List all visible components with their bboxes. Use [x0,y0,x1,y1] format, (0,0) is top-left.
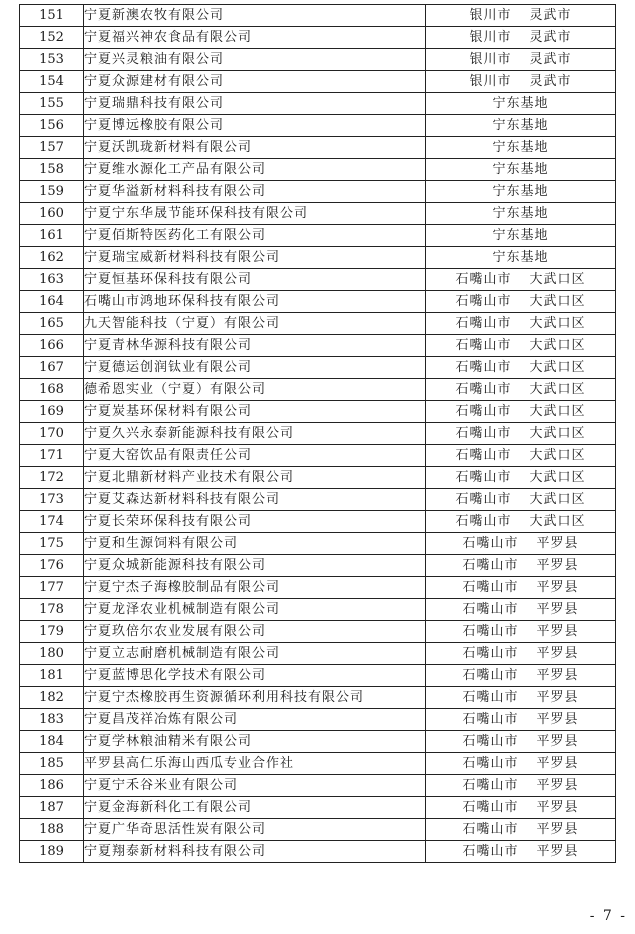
company-name: 宁夏艾森达新材料科技有限公司 [84,489,426,511]
region-district: 平罗县 [536,668,579,683]
table-row [20,313,616,335]
table-row [20,819,616,841]
row-number: 154 [20,71,84,93]
region-cell [426,5,616,27]
region-cell [426,225,616,247]
company-name: 宁夏福兴神农食品有限公司 [84,27,426,49]
region-city: 石嘴山市 [455,492,512,507]
company-name: 平罗县高仁乐海山西瓜专业合作社 [84,753,426,775]
region-district: 平罗县 [536,536,579,551]
row-number: 165 [20,313,84,335]
region-cell [426,49,616,71]
company-name: 宁夏宁东华晟节能环保科技有限公司 [84,203,426,225]
table-row [20,71,616,93]
table-row [20,445,616,467]
region-district: 平罗县 [536,690,579,705]
company-name: 宁夏蓝博思化学技术有限公司 [84,665,426,687]
region-cell [426,643,616,665]
company-name: 宁夏众源建材有限公司 [84,71,426,93]
row-number: 184 [20,731,84,753]
region-cell [426,819,616,841]
company-name: 宁夏恒基环保科技有限公司 [84,269,426,291]
region-city: 石嘴山市 [462,822,519,837]
region-city: 石嘴山市 [462,558,519,573]
region-district: 大武口区 [529,294,586,309]
row-number: 183 [20,709,84,731]
region-cell [426,291,616,313]
row-number: 155 [20,93,84,115]
company-name: 德希恩实业（宁夏）有限公司 [84,379,426,401]
row-number: 160 [20,203,84,225]
row-number: 188 [20,819,84,841]
table-row [20,555,616,577]
region-district: 平罗县 [536,580,579,595]
table-row [20,643,616,665]
table-row [20,49,616,71]
company-name: 宁夏久兴永泰新能源科技有限公司 [84,423,426,445]
table-row [20,27,616,49]
table-row [20,841,616,863]
region-district: 平罗县 [536,778,579,793]
company-name: 宁夏和生源饲料有限公司 [84,533,426,555]
company-name: 宁夏宁禾谷米业有限公司 [84,775,426,797]
table-row [20,709,616,731]
row-number: 156 [20,115,84,137]
table-row [20,247,616,269]
region-cell [426,115,616,137]
table-row [20,665,616,687]
company-name: 宁夏维水源化工产品有限公司 [84,159,426,181]
region-cell [426,775,616,797]
table-row [20,401,616,423]
region-city: 石嘴山市 [462,734,519,749]
row-number: 180 [20,643,84,665]
region-district: 宁东基地 [492,250,549,265]
region-cell [426,687,616,709]
row-number: 161 [20,225,84,247]
region-city: 石嘴山市 [455,272,512,287]
region-district: 大武口区 [529,448,586,463]
region-district: 大武口区 [529,426,586,441]
company-name: 宁夏众城新能源科技有限公司 [84,555,426,577]
region-district: 平罗县 [536,624,579,639]
company-name: 石嘴山市鸿地环保科技有限公司 [84,291,426,313]
row-number: 178 [20,599,84,621]
region-cell [426,533,616,555]
row-number: 182 [20,687,84,709]
table-row [20,181,616,203]
region-cell [426,753,616,775]
company-name: 宁夏北鼎新材料产业技术有限公司 [84,467,426,489]
region-district: 宁东基地 [492,140,549,155]
table-row [20,775,616,797]
company-name: 宁夏宁杰子海橡胶制品有限公司 [84,577,426,599]
region-cell [426,93,616,115]
region-district: 灵武市 [529,30,572,45]
region-district: 宁东基地 [492,162,549,177]
region-district: 宁东基地 [492,228,549,243]
region-district: 宁东基地 [492,206,549,221]
region-city: 银川市 [469,74,512,89]
region-cell [426,313,616,335]
table-row [20,203,616,225]
region-cell [426,555,616,577]
region-cell [426,247,616,269]
region-district: 平罗县 [536,646,579,661]
company-name: 宁夏昌茂祥冶炼有限公司 [84,709,426,731]
company-list-body [20,5,616,863]
region-city: 银川市 [469,30,512,45]
company-name: 宁夏玖倍尔农业发展有限公司 [84,621,426,643]
row-number: 179 [20,621,84,643]
company-list-table [19,4,616,863]
row-number: 158 [20,159,84,181]
table-row [20,599,616,621]
region-district: 灵武市 [529,52,572,67]
row-number: 173 [20,489,84,511]
row-number: 152 [20,27,84,49]
company-name: 宁夏青林华源科技有限公司 [84,335,426,357]
region-city: 石嘴山市 [462,690,519,705]
row-number: 163 [20,269,84,291]
region-city: 石嘴山市 [462,844,519,859]
region-district: 平罗县 [536,844,579,859]
table-row [20,225,616,247]
region-district: 大武口区 [529,272,586,287]
table-row [20,93,616,115]
company-name: 宁夏炭基环保材料有限公司 [84,401,426,423]
region-district: 灵武市 [529,8,572,23]
row-number: 175 [20,533,84,555]
region-cell [426,71,616,93]
row-number: 166 [20,335,84,357]
region-cell [426,731,616,753]
region-district: 宁东基地 [492,118,549,133]
region-city: 石嘴山市 [455,426,512,441]
region-cell [426,27,616,49]
table-row [20,5,616,27]
company-name: 宁夏翔泰新材料科技有限公司 [84,841,426,863]
row-number: 170 [20,423,84,445]
company-name: 宁夏长荣环保科技有限公司 [84,511,426,533]
region-city: 银川市 [469,8,512,23]
region-cell [426,357,616,379]
page-number: - 7 - [589,908,627,924]
table-row [20,621,616,643]
company-name: 宁夏广华奇思活性炭有限公司 [84,819,426,841]
region-city: 银川市 [469,52,512,67]
region-city: 石嘴山市 [462,580,519,595]
table-row [20,489,616,511]
row-number: 157 [20,137,84,159]
region-district: 灵武市 [529,74,572,89]
region-city: 石嘴山市 [455,316,512,331]
row-number: 187 [20,797,84,819]
region-cell [426,203,616,225]
region-cell [426,269,616,291]
region-city: 石嘴山市 [462,602,519,617]
region-cell [426,159,616,181]
row-number: 186 [20,775,84,797]
table-row [20,797,616,819]
company-name: 九天智能科技（宁夏）有限公司 [84,313,426,335]
company-name: 宁夏宁杰橡胶再生资源循环利用科技有限公司 [84,687,426,709]
region-cell [426,577,616,599]
region-district: 平罗县 [536,800,579,815]
table-row [20,379,616,401]
region-cell [426,797,616,819]
region-cell [426,841,616,863]
row-number: 177 [20,577,84,599]
region-district: 大武口区 [529,338,586,353]
region-city: 石嘴山市 [462,712,519,727]
company-name: 宁夏大窑饮品有限责任公司 [84,445,426,467]
region-cell [426,467,616,489]
row-number: 172 [20,467,84,489]
table-row [20,577,616,599]
row-number: 167 [20,357,84,379]
company-name: 宁夏学林粮油精米有限公司 [84,731,426,753]
region-cell [426,137,616,159]
table-row [20,269,616,291]
company-name: 宁夏博远橡胶有限公司 [84,115,426,137]
region-district: 大武口区 [529,470,586,485]
region-cell [426,511,616,533]
region-cell [426,445,616,467]
table-row [20,467,616,489]
row-number: 162 [20,247,84,269]
table-row [20,753,616,775]
company-name: 宁夏瑞宝威新材料科技有限公司 [84,247,426,269]
company-name: 宁夏立志耐磨机械制造有限公司 [84,643,426,665]
region-district: 平罗县 [536,712,579,727]
table-row [20,533,616,555]
table-row [20,511,616,533]
company-name: 宁夏龙泽农业机械制造有限公司 [84,599,426,621]
region-cell [426,709,616,731]
region-district: 平罗县 [536,558,579,573]
table-row [20,357,616,379]
region-city: 石嘴山市 [462,778,519,793]
table-row [20,159,616,181]
region-district: 平罗县 [536,822,579,837]
region-cell [426,599,616,621]
region-district: 大武口区 [529,514,586,529]
region-city: 石嘴山市 [455,404,512,419]
region-city: 石嘴山市 [455,470,512,485]
row-number: 185 [20,753,84,775]
region-city: 石嘴山市 [462,536,519,551]
row-number: 181 [20,665,84,687]
company-name: 宁夏瑞鼎科技有限公司 [84,93,426,115]
region-city: 石嘴山市 [462,646,519,661]
company-name: 宁夏金海新科化工有限公司 [84,797,426,819]
table-row [20,137,616,159]
row-number: 159 [20,181,84,203]
region-cell [426,379,616,401]
region-district: 大武口区 [529,360,586,375]
region-city: 石嘴山市 [462,800,519,815]
region-city: 石嘴山市 [462,668,519,683]
region-city: 石嘴山市 [455,382,512,397]
region-cell [426,489,616,511]
region-district: 平罗县 [536,734,579,749]
row-number: 169 [20,401,84,423]
table-row [20,291,616,313]
region-city: 石嘴山市 [455,338,512,353]
company-name: 宁夏德运创润钛业有限公司 [84,357,426,379]
region-cell [426,665,616,687]
region-cell [426,335,616,357]
region-city: 石嘴山市 [462,624,519,639]
region-district: 平罗县 [536,602,579,617]
region-cell [426,181,616,203]
region-district: 大武口区 [529,382,586,397]
region-district: 大武口区 [529,492,586,507]
row-number: 189 [20,841,84,863]
row-number: 168 [20,379,84,401]
region-district: 宁东基地 [492,184,549,199]
row-number: 171 [20,445,84,467]
region-city: 石嘴山市 [462,756,519,771]
company-name: 宁夏沃凯珑新材料有限公司 [84,137,426,159]
table-row [20,731,616,753]
company-name: 宁夏华溢新材料科技有限公司 [84,181,426,203]
company-name: 宁夏新澳农牧有限公司 [84,5,426,27]
region-district: 大武口区 [529,404,586,419]
table-row [20,335,616,357]
table-row [20,687,616,709]
region-city: 石嘴山市 [455,514,512,529]
table-row [20,423,616,445]
row-number: 164 [20,291,84,313]
region-cell [426,621,616,643]
row-number: 176 [20,555,84,577]
region-cell [426,401,616,423]
region-city: 石嘴山市 [455,360,512,375]
table-row [20,115,616,137]
region-district: 平罗县 [536,756,579,771]
row-number: 151 [20,5,84,27]
company-name: 宁夏兴灵粮油有限公司 [84,49,426,71]
region-cell [426,423,616,445]
region-city: 石嘴山市 [455,448,512,463]
region-district: 大武口区 [529,316,586,331]
region-district: 宁东基地 [492,96,549,111]
row-number: 153 [20,49,84,71]
company-name: 宁夏佰斯特医药化工有限公司 [84,225,426,247]
region-city: 石嘴山市 [455,294,512,309]
row-number: 174 [20,511,84,533]
